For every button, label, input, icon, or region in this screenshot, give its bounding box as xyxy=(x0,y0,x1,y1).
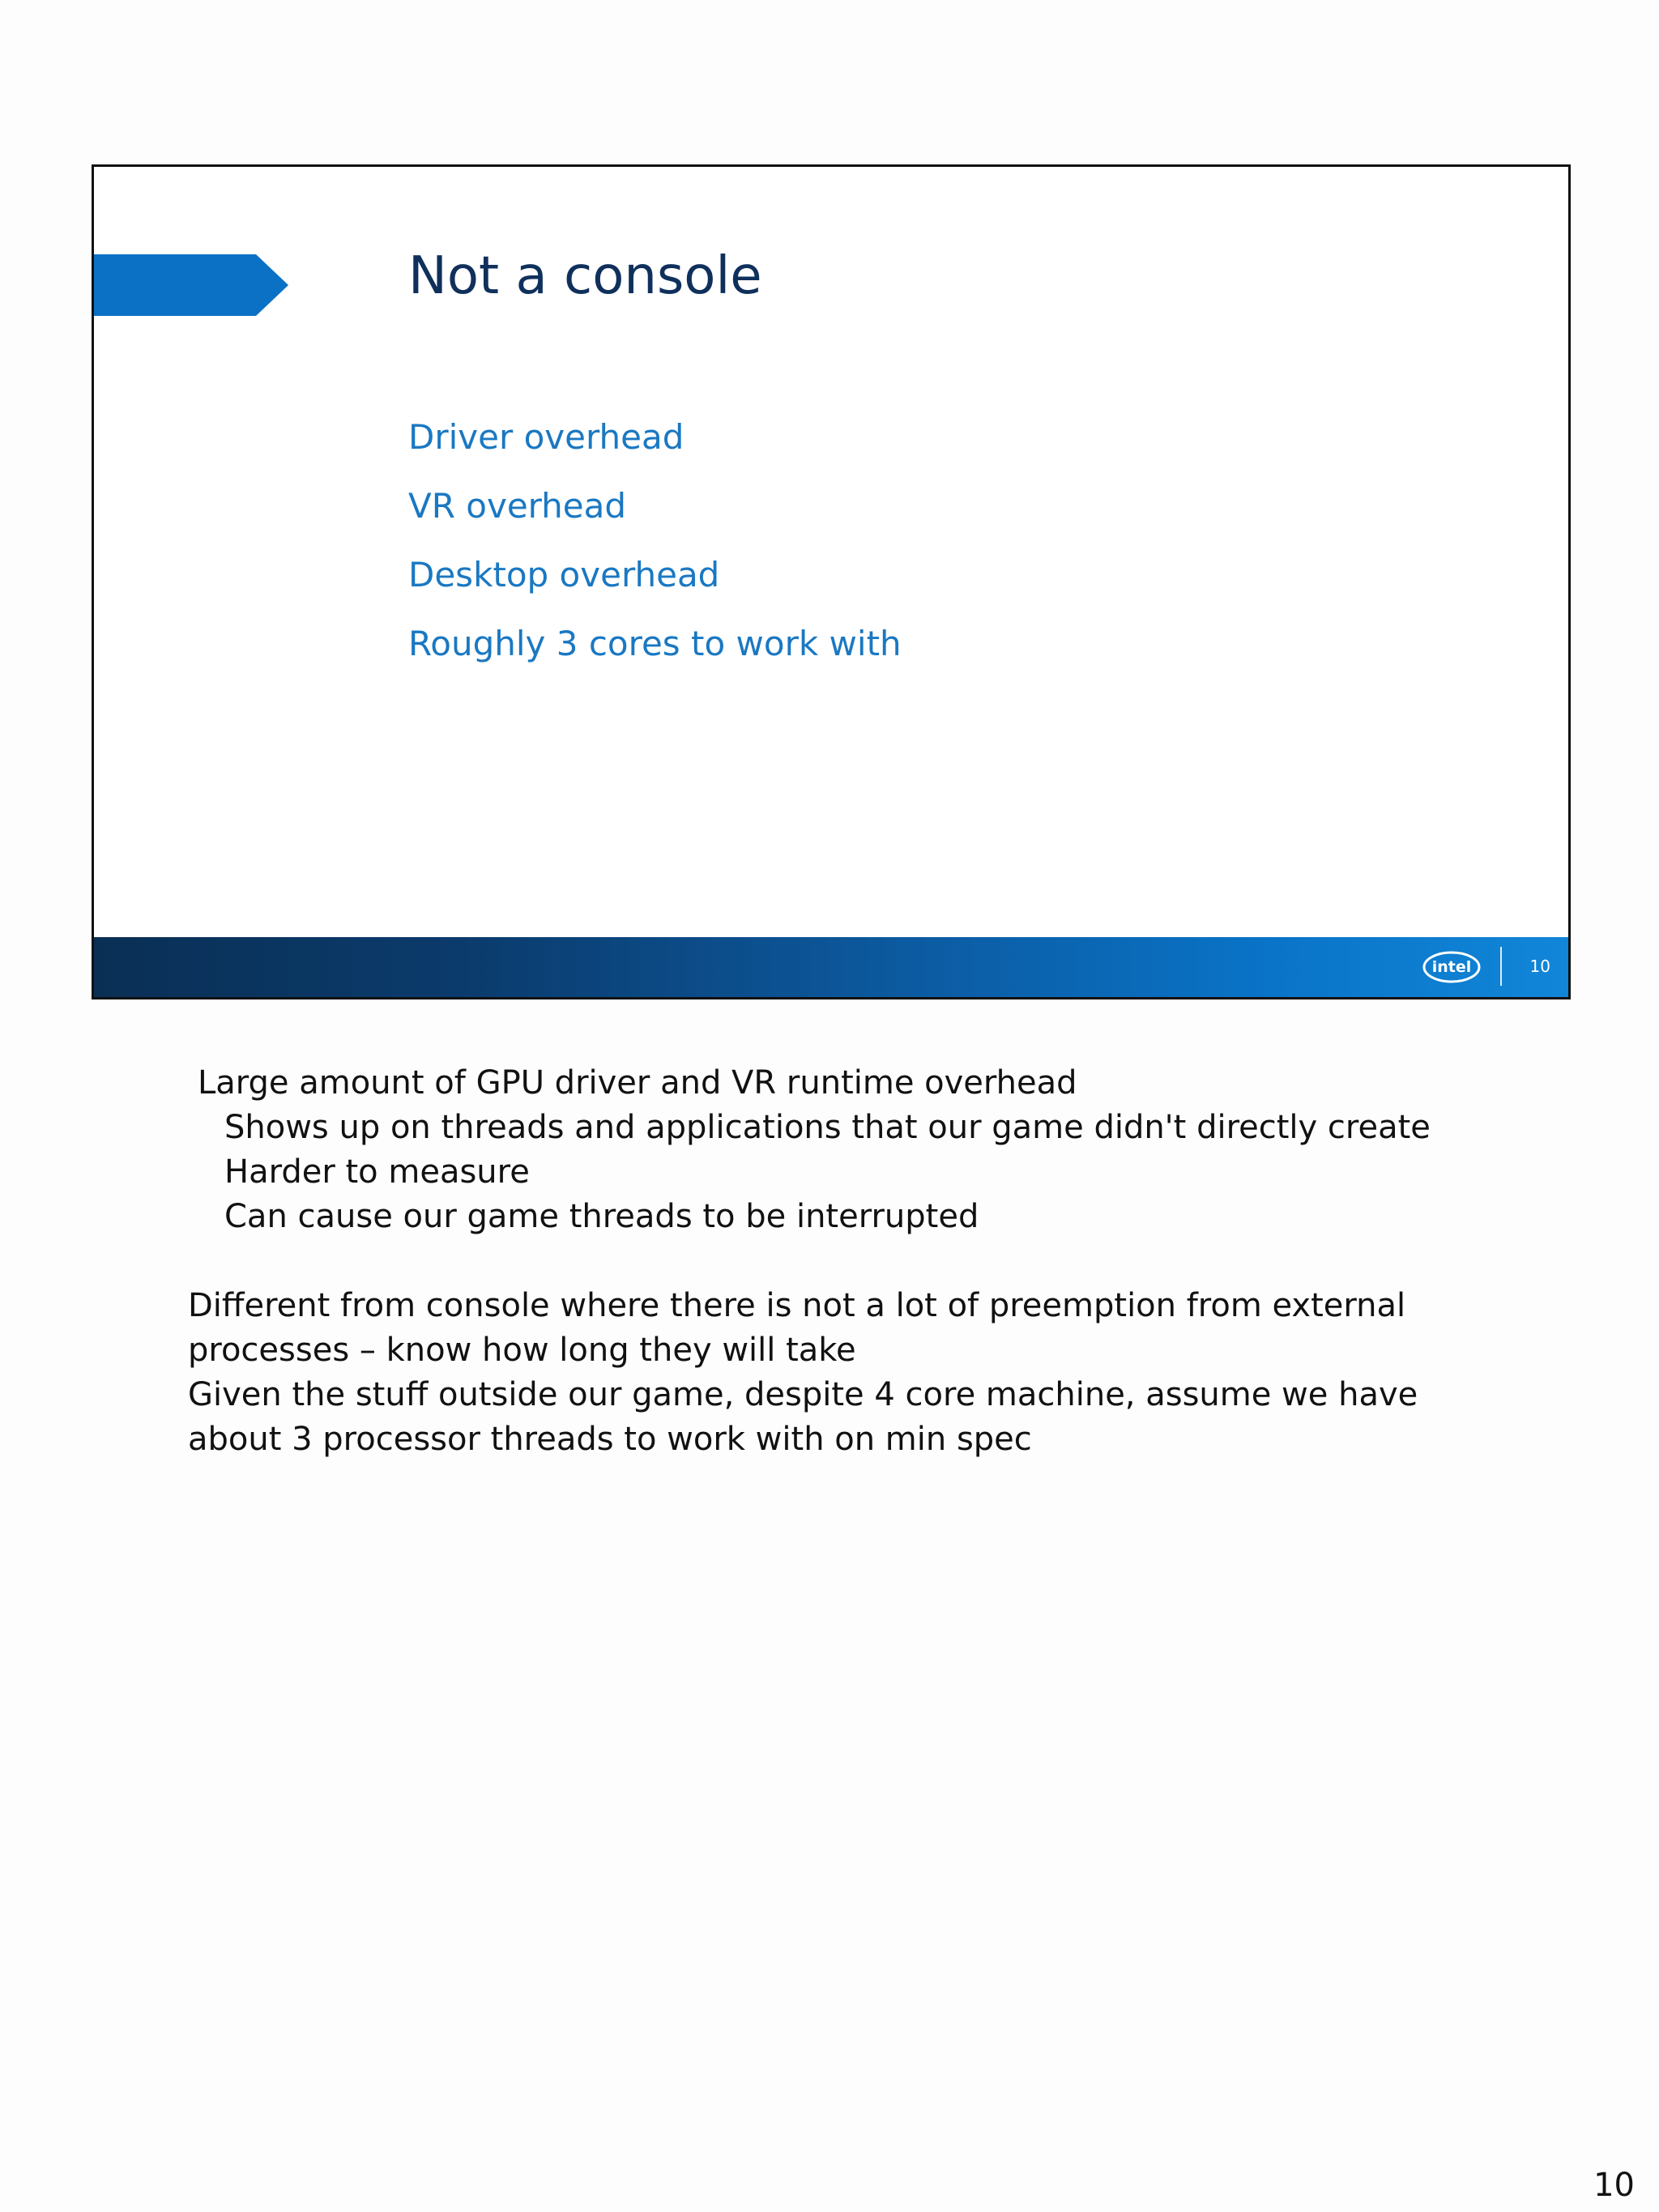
slide-footer-bar xyxy=(94,937,1568,997)
notes-line: Shows up on threads and applications that our game didn't directly create xyxy=(224,1109,1431,1146)
notes-line: Given the stuff outside our game, despite 4 core machine, assume we have xyxy=(188,1376,1418,1413)
notes-line: Harder to measure xyxy=(224,1153,530,1191)
page-number: 10 xyxy=(1593,2167,1635,2204)
footer-divider xyxy=(1500,947,1502,986)
slide-bullet-list xyxy=(408,418,902,693)
slide-bullet: Driver overhead xyxy=(408,417,684,457)
notes-spacer xyxy=(188,1239,1516,1284)
slide-title: Not a console xyxy=(408,246,762,306)
intel-logo-text: intel xyxy=(1431,958,1472,976)
section-arrow-icon xyxy=(94,254,288,316)
notes-line: Can cause our game threads to be interrupted xyxy=(224,1198,979,1235)
notes-line: processes – know how long they will take xyxy=(188,1332,856,1369)
intel-logo-icon xyxy=(1421,947,1484,986)
slide-bullet: Roughly 3 cores to work with xyxy=(408,624,902,663)
speaker-notes xyxy=(188,1061,1516,1462)
notes-line: Different from console where there is not a lot of preemption from external xyxy=(188,1287,1406,1324)
notes-line: about 3 processor threads to work with on min spec xyxy=(188,1421,1032,1458)
slide-bullet: Desktop overhead xyxy=(408,555,720,595)
notes-line: Large amount of GPU driver and VR runtime overhead xyxy=(198,1064,1077,1102)
slide-bullet: VR overhead xyxy=(408,486,627,526)
slide-thumbnail xyxy=(92,164,1571,999)
slide-number: 10 xyxy=(1529,957,1550,976)
